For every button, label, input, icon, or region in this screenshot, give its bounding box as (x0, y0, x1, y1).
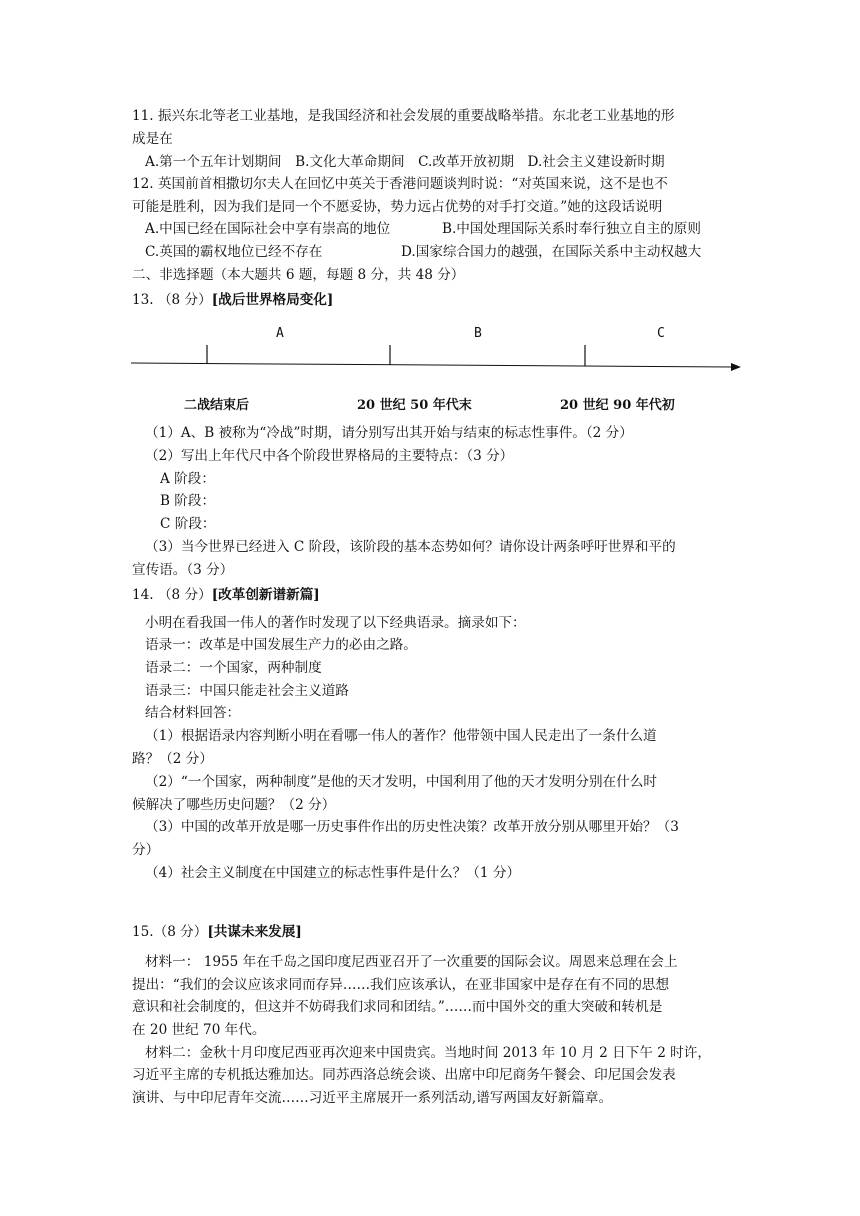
timeline-date-3: 20 世纪 90 年代初 (560, 398, 675, 413)
timeline-stage-a: A (276, 326, 284, 341)
q15-material1-line4: 在 20 世纪 70 年代。 (132, 1022, 266, 1038)
q12-option-b: B.中国处理国际关系时奉行独立自主的原则 (442, 221, 701, 237)
timeline-stage-c: C (657, 326, 665, 341)
q15-material2-line3: 演讲、与中印尼青年交流……习近平主席展开一系列活动,谱写两国友好新篇章。 (132, 1090, 613, 1106)
q14-part2-line2: 候解决了哪些历史问题？（2 分） (132, 797, 336, 813)
q14-quote-3: 语录三：中国只能走社会主义道路 (145, 683, 349, 699)
q13-stage-b: B 阶段： (160, 493, 216, 509)
q15-material2-line2: 习近平主席的专机抵达雅加达。同苏西洛总统会谈、出席中印尼商务午餐会、印尼国会发表 (132, 1067, 676, 1083)
q14-heading (132, 584, 320, 606)
q13-number: 13. （8 分） (132, 292, 212, 308)
q13-part3-line2: 宣传语。（3 分） (132, 562, 234, 578)
q12-stem-line1: 12. 英国前首相撒切尔夫人在回忆中英关于香港问题谈判时说：“对英国来说，这不是也不 (132, 176, 668, 192)
timeline-stage-b: B (474, 326, 482, 341)
q14-part4: （4）社会主义制度在中国建立的标志性事件是什么？（1 分） (145, 865, 521, 881)
q13-heading (132, 289, 333, 311)
timeline-figure (0, 318, 860, 418)
q12-stem-line2: 可能是胜利，因为我们是同一个不愿妥协，势力远占优势的对手打交道。”她的这段话说明 (132, 199, 663, 215)
q14-intro: 小明在看我国一伟人的著作时发现了以下经典语录。摘录如下： (145, 615, 526, 631)
q14-part2-line1: （2）“一个国家，两种制度”是他的天才发明，中国利用了他的天才发明分别在什么时 (145, 774, 657, 790)
q14-part3-line2: 分） (132, 842, 160, 858)
q14-number: 14. （8 分） (132, 587, 212, 603)
q15-number: 15.（8 分） (132, 924, 208, 940)
q15-material1-line1: 材料一： 1955 年在千岛之国印度尼西亚召开了一次重要的国际会议。周恩来总理在会上 (145, 954, 678, 970)
section-two-heading: 二、非选择题（本大题共 6 题，每题 8 分，共 48 分） (132, 267, 465, 283)
q14-part3-line1: （3）中国的改革开放是哪一历史事件作出的历史性决策？改革开放分别从哪里开始？（3 (145, 819, 679, 835)
q15-material2-line1: 材料二：金秋十月印度尼西亚再次迎来中国贵宾。当地时间 2013 年 10 月 2 日下午 2 时许， (145, 1045, 711, 1061)
q11-options: A.第一个五年计划期间 B.文化大革命期间 C.改革开放初期 D.社会主义建设新时期 (145, 154, 665, 170)
q13-part1: （1）A、B 被称为“冷战”时期，请分别写出其开始与结束的标志性事件。（2 分） (145, 425, 633, 441)
q15-heading (132, 921, 302, 943)
q14-title: [改革创新谱新篇] (211, 587, 320, 603)
q12-option-c: C.英国的霸权地位已经不存在 (145, 244, 323, 260)
q13-part3-line1: （3）当今世界已经进入 C 阶段，该阶段的基本态势如何？请你设计两条呼吁世界和平的 (145, 539, 676, 555)
timeline-date-1: 二战结束后 (184, 398, 250, 413)
q15-material1-line3: 意识和社会制度的，但这并不妨碍我们求同和团结。”……而中国外交的重大突破和转机是 (132, 999, 663, 1015)
q11-stem-line2: 成是在 (132, 131, 173, 147)
q13-stage-c: C 阶段： (160, 516, 216, 532)
q14-quote-1: 语录一：改革是中国发展生产力的必由之路。 (145, 637, 417, 653)
q12-option-a: A.中国已经在国际社会中享有崇高的地位 (145, 221, 391, 237)
timeline-date-2: 20 世纪 50 年代末 (357, 398, 472, 413)
q14-combine: 结合材料回答： (145, 705, 241, 721)
q13-title: [战后世界格局变化] (211, 292, 334, 308)
q13-stage-a: A 阶段： (160, 471, 215, 487)
q14-part1-line2: 路？（2 分） (132, 751, 213, 767)
q15-material1-line2: 提出：“我们的会议应该求同而存异……我们应该承认，在亚非国家中是存在有不同的思想 (132, 977, 670, 993)
q15-title: [共谋未来发展] (207, 924, 302, 940)
q13-part2: （2）写出上年代尺中各个阶段世界格局的主要特点：（3 分） (145, 448, 514, 464)
q12-option-d: D.国家综合国力的越强，在国际关系中主动权越大 (401, 244, 702, 260)
q14-quote-2: 语录二：一个国家，两种制度 (145, 660, 322, 676)
q11-stem-line1: 11. 振兴东北等老工业基地，是我国经济和社会发展的重要战略举措。东北老工业基地的形 (132, 108, 675, 124)
q14-part1-line1: （1）根据语录内容判断小明在看哪一伟人的著作？他带领中国人民走出了一条什么道 (145, 728, 657, 744)
